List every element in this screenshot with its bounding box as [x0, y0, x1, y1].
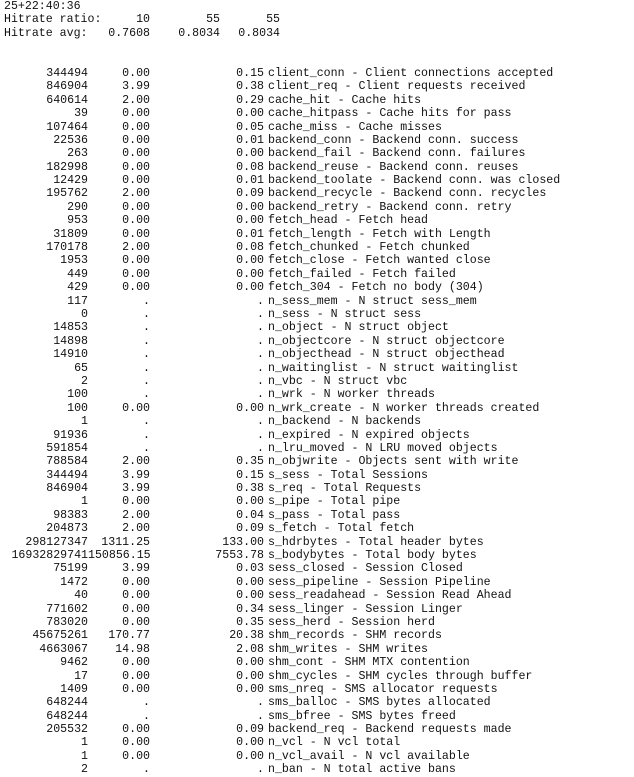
counter-rate: 0.00: [122, 120, 150, 134]
counter-description: n_object - N struct object: [268, 321, 449, 335]
counter-table: [4, 67, 632, 777]
counter-average: 0.00: [236, 749, 264, 763]
counter-row: [4, 281, 632, 294]
counter-average: .: [257, 415, 264, 429]
counter-average: 0.01: [236, 227, 264, 241]
counter-average: 0.01: [236, 133, 264, 147]
counter-description: s_req - Total Requests: [268, 482, 422, 496]
hitrate-avg-value: 0.7608: [108, 26, 150, 40]
counter-average: 0.00: [236, 214, 264, 228]
counter-total: 591854: [46, 441, 88, 455]
counter-average: 0.05: [236, 120, 264, 134]
counter-description: backend_fail - Backend conn. failures: [268, 147, 526, 161]
counter-average: 0.15: [236, 66, 264, 80]
counter-average: 7553.78: [215, 549, 264, 563]
counter-description: fetch_failed - Fetch failed: [268, 267, 456, 281]
counter-rate: 0.00: [122, 401, 150, 415]
counter-rate: 0.00: [122, 267, 150, 281]
counter-description: fetch_chunked - Fetch chunked: [268, 241, 470, 255]
counter-average: .: [257, 388, 264, 402]
counter-rate: 3.99: [122, 80, 150, 94]
counter-description: s_pass - Total pass: [268, 508, 401, 522]
counter-average: 0.00: [236, 669, 264, 683]
counter-rate: 0.00: [122, 160, 150, 174]
counter-row: [4, 616, 632, 629]
counter-row: [4, 455, 632, 468]
counter-description: cache_miss - Cache misses: [268, 120, 442, 134]
counter-row: [4, 589, 632, 602]
counter-average: .: [257, 321, 264, 335]
counter-row: [4, 134, 632, 147]
counter-average: 0.00: [236, 656, 264, 670]
hitrate-ratio-label: Hitrate ratio:: [4, 13, 102, 27]
counter-description: cache_hitpass - Cache hits for pass: [268, 107, 512, 121]
counter-row: [4, 482, 632, 495]
counter-average: 0.00: [236, 401, 264, 415]
counter-rate: .: [143, 709, 150, 723]
counter-average: 0.03: [236, 562, 264, 576]
counter-row: [4, 562, 632, 575]
counter-average: .: [257, 361, 264, 375]
counter-average: 0.38: [236, 80, 264, 94]
counter-average: .: [257, 763, 264, 777]
hitrate-avg-label: Hitrate avg:: [4, 26, 88, 40]
counter-description: n_objecthead - N struct objecthead: [268, 348, 505, 362]
counter-description: backend_reuse - Backend conn. reuses: [268, 160, 519, 174]
counter-total: 2: [81, 374, 88, 388]
counter-rate: 1311.25: [101, 535, 150, 549]
counter-total: 1953: [60, 254, 88, 268]
counter-row: [4, 67, 632, 80]
counter-description: n_lru_moved - N LRU moved objects: [268, 441, 498, 455]
counter-rate: 2.00: [122, 187, 150, 201]
counter-row: [4, 348, 632, 361]
counter-rate: 0.00: [122, 254, 150, 268]
counter-average: 0.34: [236, 602, 264, 616]
counter-rate: 2.00: [122, 241, 150, 255]
counter-average: 0.08: [236, 160, 264, 174]
counter-description: n_waitinglist - N struct waitinglist: [268, 361, 519, 375]
counter-description: n_wrk - N worker threads: [268, 388, 435, 402]
counter-total: 182998: [46, 160, 88, 174]
counter-total: 91936: [53, 428, 88, 442]
counter-rate: .: [143, 388, 150, 402]
counter-row: [4, 241, 632, 254]
counter-rate: .: [143, 374, 150, 388]
counter-total: 1: [81, 495, 88, 509]
counter-description: cache_hit - Cache hits: [268, 93, 422, 107]
counter-rate: 0.00: [122, 281, 150, 295]
counter-rate: 0.00: [122, 736, 150, 750]
counter-average: 0.09: [236, 522, 264, 536]
counter-total: 1: [81, 749, 88, 763]
counter-rate: .: [143, 334, 150, 348]
counter-total: 1: [81, 736, 88, 750]
counter-rate: 0.00: [122, 615, 150, 629]
counter-total: 788584: [46, 455, 88, 469]
counter-row: [4, 723, 632, 736]
counter-total: 17: [74, 669, 88, 683]
counter-total: 640614: [46, 93, 88, 107]
counter-total: 204873: [46, 522, 88, 536]
counter-rate: 0.00: [122, 495, 150, 509]
counter-row: [4, 643, 632, 656]
hitrate-avg-value: 0.8034: [178, 26, 220, 40]
counter-average: .: [257, 334, 264, 348]
counter-row: [4, 308, 632, 321]
counter-rate: 0.00: [122, 200, 150, 214]
counter-description: s_fetch - Total fetch: [268, 522, 415, 536]
counter-row: [4, 656, 632, 669]
counter-rate: .: [143, 321, 150, 335]
counter-row: [4, 321, 632, 334]
counter-description: sms_bfree - SMS bytes freed: [268, 709, 456, 723]
counter-average: 0.09: [236, 723, 264, 737]
counter-row: [4, 362, 632, 375]
counter-average: 0.00: [236, 147, 264, 161]
counter-row: [4, 603, 632, 616]
counter-row: [4, 429, 632, 442]
counter-average: 0.00: [236, 589, 264, 603]
counter-rate: 0.00: [122, 147, 150, 161]
counter-row: [4, 107, 632, 120]
counter-average: 0.00: [236, 682, 264, 696]
counter-total: 846904: [46, 80, 88, 94]
counter-description: fetch_close - Fetch wanted close: [268, 254, 491, 268]
counter-total: 100: [67, 401, 88, 415]
counter-average: .: [257, 696, 264, 710]
counter-description: n_expired - N expired objects: [268, 428, 470, 442]
counter-total: 31809: [53, 227, 88, 241]
counter-rate: 0.00: [122, 133, 150, 147]
counter-total: 40: [74, 589, 88, 603]
counter-description: fetch_length - Fetch with Length: [268, 227, 491, 241]
counter-description: n_sess - N struct sess: [268, 307, 422, 321]
counter-total: 449: [67, 267, 88, 281]
counter-rate: .: [143, 415, 150, 429]
hitrate-ratio-value: 10: [136, 13, 150, 27]
uptime: 25+22:40:36: [4, 0, 81, 13]
counter-rate: 0.00: [122, 723, 150, 737]
counter-average: 0.35: [236, 615, 264, 629]
counter-row: [4, 495, 632, 508]
counter-total: 263: [67, 147, 88, 161]
counter-average: 0.29: [236, 93, 264, 107]
counter-row: [4, 80, 632, 93]
counter-rate: 0.00: [122, 669, 150, 683]
counter-average: 0.04: [236, 508, 264, 522]
counter-total: 771602: [46, 602, 88, 616]
counter-description: n_wrk_create - N worker threads created: [268, 401, 540, 415]
counter-row: [4, 375, 632, 388]
counter-description: shm_records - SHM records: [268, 629, 442, 643]
counter-average: 0.38: [236, 482, 264, 496]
counter-description: client_req - Client requests received: [268, 80, 526, 94]
counter-row: [4, 469, 632, 482]
counter-average: 0.00: [236, 736, 264, 750]
counter-row: [4, 522, 632, 535]
counter-description: shm_cont - SHM MTX contention: [268, 656, 470, 670]
counter-total: 783020: [46, 615, 88, 629]
counter-description: client_conn - Client connections accepted: [268, 66, 554, 80]
counter-average: .: [257, 294, 264, 308]
counter-row: [4, 736, 632, 749]
counter-total: 0: [81, 307, 88, 321]
counter-total: 12429: [53, 174, 88, 188]
counter-description: sess_herd - Session herd: [268, 615, 435, 629]
counter-row: [4, 295, 632, 308]
counter-row: [4, 670, 632, 683]
counter-rate: 170.77: [108, 629, 150, 643]
counter-description: n_sess_mem - N struct sess_mem: [268, 294, 477, 308]
counter-description: s_bodybytes - Total body bytes: [268, 549, 477, 563]
counter-row: [4, 696, 632, 709]
counter-row: [4, 228, 632, 241]
counter-total: 648244: [46, 696, 88, 710]
counter-total: 4663067: [39, 642, 88, 656]
counter-total: 1409: [60, 682, 88, 696]
counter-row: [4, 147, 632, 160]
counter-average: 0.00: [236, 575, 264, 589]
counter-total: 14898: [53, 334, 88, 348]
counter-row: [4, 254, 632, 267]
counter-average: 0.00: [236, 200, 264, 214]
counter-row: [4, 94, 632, 107]
counter-row: [4, 549, 632, 562]
counter-description: backend_retry - Backend conn. retry: [268, 200, 512, 214]
counter-row: [4, 683, 632, 696]
counter-total: 344494: [46, 66, 88, 80]
counter-average: 133.00: [222, 535, 264, 549]
counter-total: 195762: [46, 187, 88, 201]
spacer: [4, 54, 632, 67]
counter-description: sms_balloc - SMS bytes allocated: [268, 696, 491, 710]
counter-rate: .: [143, 294, 150, 308]
spacer: [4, 40, 632, 53]
hitrate-avg-line: [4, 27, 632, 40]
counter-description: backend_req - Backend requests made: [268, 723, 512, 737]
counter-rate: 0.00: [122, 602, 150, 616]
counter-total: 290: [67, 200, 88, 214]
counter-total: 298127347: [25, 535, 88, 549]
counter-rate: 2.00: [122, 455, 150, 469]
counter-description: backend_toolate - Backend conn. was closed: [268, 174, 561, 188]
counter-description: sess_closed - Session Closed: [268, 562, 463, 576]
counter-row: [4, 201, 632, 214]
counter-average: 0.35: [236, 455, 264, 469]
counter-description: n_vbc - N struct vbc: [268, 374, 408, 388]
counter-row: [4, 576, 632, 589]
counter-total: 953: [67, 214, 88, 228]
counter-row: [4, 536, 632, 549]
counter-average: 2.08: [236, 642, 264, 656]
counter-description: sess_pipeline - Session Pipeline: [268, 575, 491, 589]
counter-total: 14910: [53, 348, 88, 362]
counter-total: 429: [67, 281, 88, 295]
counter-total: 648244: [46, 709, 88, 723]
counter-total: 39: [74, 107, 88, 121]
counter-description: n_vcl - N vcl total: [268, 736, 401, 750]
counter-rate: 3.99: [122, 468, 150, 482]
counter-row: [4, 174, 632, 187]
counter-description: fetch_head - Fetch head: [268, 214, 429, 228]
counter-total: 16932829741: [11, 549, 88, 563]
counter-row: [4, 415, 632, 428]
counter-average: .: [257, 348, 264, 362]
counter-average: 0.00: [236, 267, 264, 281]
counter-average: 0.08: [236, 241, 264, 255]
counter-description: s_sess - Total Sessions: [268, 468, 429, 482]
counter-row: [4, 214, 632, 227]
counter-rate: 0.00: [122, 575, 150, 589]
counter-total: 2: [81, 763, 88, 777]
counter-row: [4, 187, 632, 200]
counter-row: [4, 335, 632, 348]
counter-rate: .: [143, 441, 150, 455]
counter-average: 0.00: [236, 107, 264, 121]
uptime-line: [4, 0, 632, 13]
counter-description: fetch_304 - Fetch no body (304): [268, 281, 484, 295]
counter-average: 0.09: [236, 187, 264, 201]
counter-row: [4, 121, 632, 134]
counter-total: 107464: [46, 120, 88, 134]
counter-description: n_objectcore - N struct objectcore: [268, 334, 505, 348]
counter-total: 205532: [46, 723, 88, 737]
counter-rate: 2.00: [122, 508, 150, 522]
counter-description: backend_conn - Backend conn. success: [268, 133, 519, 147]
hitrate-avg-value: 0.8034: [238, 26, 280, 40]
counter-description: n_backend - N backends: [268, 415, 422, 429]
counter-total: 9462: [60, 656, 88, 670]
counter-rate: 2.00: [122, 522, 150, 536]
counter-description: shm_cycles - SHM cycles through buffer: [268, 669, 533, 683]
counter-total: 22536: [53, 133, 88, 147]
counter-total: 98383: [53, 508, 88, 522]
counter-total: 1: [81, 415, 88, 429]
counter-rate: 0.00: [122, 214, 150, 228]
counter-rate: 0.00: [122, 174, 150, 188]
counter-description: n_vcl_avail - N vcl available: [268, 749, 470, 763]
counter-rate: 0.00: [122, 682, 150, 696]
counter-average: .: [257, 428, 264, 442]
counter-average: .: [257, 709, 264, 723]
counter-total: 117: [67, 294, 88, 308]
counter-average: .: [257, 441, 264, 455]
counter-total: 100: [67, 388, 88, 402]
counter-row: [4, 509, 632, 522]
counter-row: [4, 763, 632, 776]
counter-row: [4, 710, 632, 723]
counter-average: 0.00: [236, 495, 264, 509]
counter-row: [4, 161, 632, 174]
counter-rate: .: [143, 763, 150, 777]
counter-average: .: [257, 374, 264, 388]
counter-rate: 3.99: [122, 482, 150, 496]
counter-rate: .: [143, 696, 150, 710]
counter-average: 0.00: [236, 254, 264, 268]
counter-total: 170178: [46, 241, 88, 255]
counter-description: n_ban - N total active bans: [268, 763, 456, 777]
counter-rate: .: [143, 348, 150, 362]
counter-total: 846904: [46, 482, 88, 496]
counter-row: [4, 268, 632, 281]
terminal-output: [4, 0, 632, 777]
counter-row: [4, 388, 632, 401]
counter-row: [4, 442, 632, 455]
hitrate-ratio-value: 55: [266, 13, 280, 27]
counter-total: 14853: [53, 321, 88, 335]
counter-total: 65: [74, 361, 88, 375]
counter-rate: 0.00: [122, 107, 150, 121]
counter-row: [4, 750, 632, 763]
counter-description: shm_writes - SHM writes: [268, 642, 429, 656]
counter-rate: 0.00: [122, 589, 150, 603]
counter-description: n_objwrite - Objects sent with write: [268, 455, 519, 469]
hitrate-ratio-value: 55: [206, 13, 220, 27]
counter-total: 1472: [60, 575, 88, 589]
counter-rate: 150856.15: [88, 549, 151, 563]
counter-rate: 3.99: [122, 562, 150, 576]
counter-average: 0.15: [236, 468, 264, 482]
counter-rate: 0.00: [122, 749, 150, 763]
hitrate-ratio-line: [4, 13, 632, 26]
counter-average: 20.38: [229, 629, 264, 643]
counter-rate: .: [143, 307, 150, 321]
counter-row: [4, 402, 632, 415]
counter-rate: 0.00: [122, 227, 150, 241]
counter-description: sess_linger - Session Linger: [268, 602, 463, 616]
counter-description: sms_nreq - SMS allocator requests: [268, 682, 498, 696]
counter-description: sess_readahead - Session Read Ahead: [268, 589, 512, 603]
counter-description: backend_recycle - Backend conn. recycles: [268, 187, 547, 201]
counter-rate: 0.00: [122, 656, 150, 670]
counter-total: 75199: [53, 562, 88, 576]
counter-rate: 14.98: [115, 642, 150, 656]
counter-average: 0.01: [236, 174, 264, 188]
counter-average: .: [257, 307, 264, 321]
counter-rate: 2.00: [122, 93, 150, 107]
counter-rate: .: [143, 361, 150, 375]
counter-description: s_pipe - Total pipe: [268, 495, 401, 509]
counter-rate: .: [143, 428, 150, 442]
counter-total: 344494: [46, 468, 88, 482]
counter-row: [4, 629, 632, 642]
counter-description: s_hdrbytes - Total header bytes: [268, 535, 484, 549]
counter-average: 0.00: [236, 281, 264, 295]
counter-rate: 0.00: [122, 66, 150, 80]
counter-total: 45675261: [32, 629, 88, 643]
